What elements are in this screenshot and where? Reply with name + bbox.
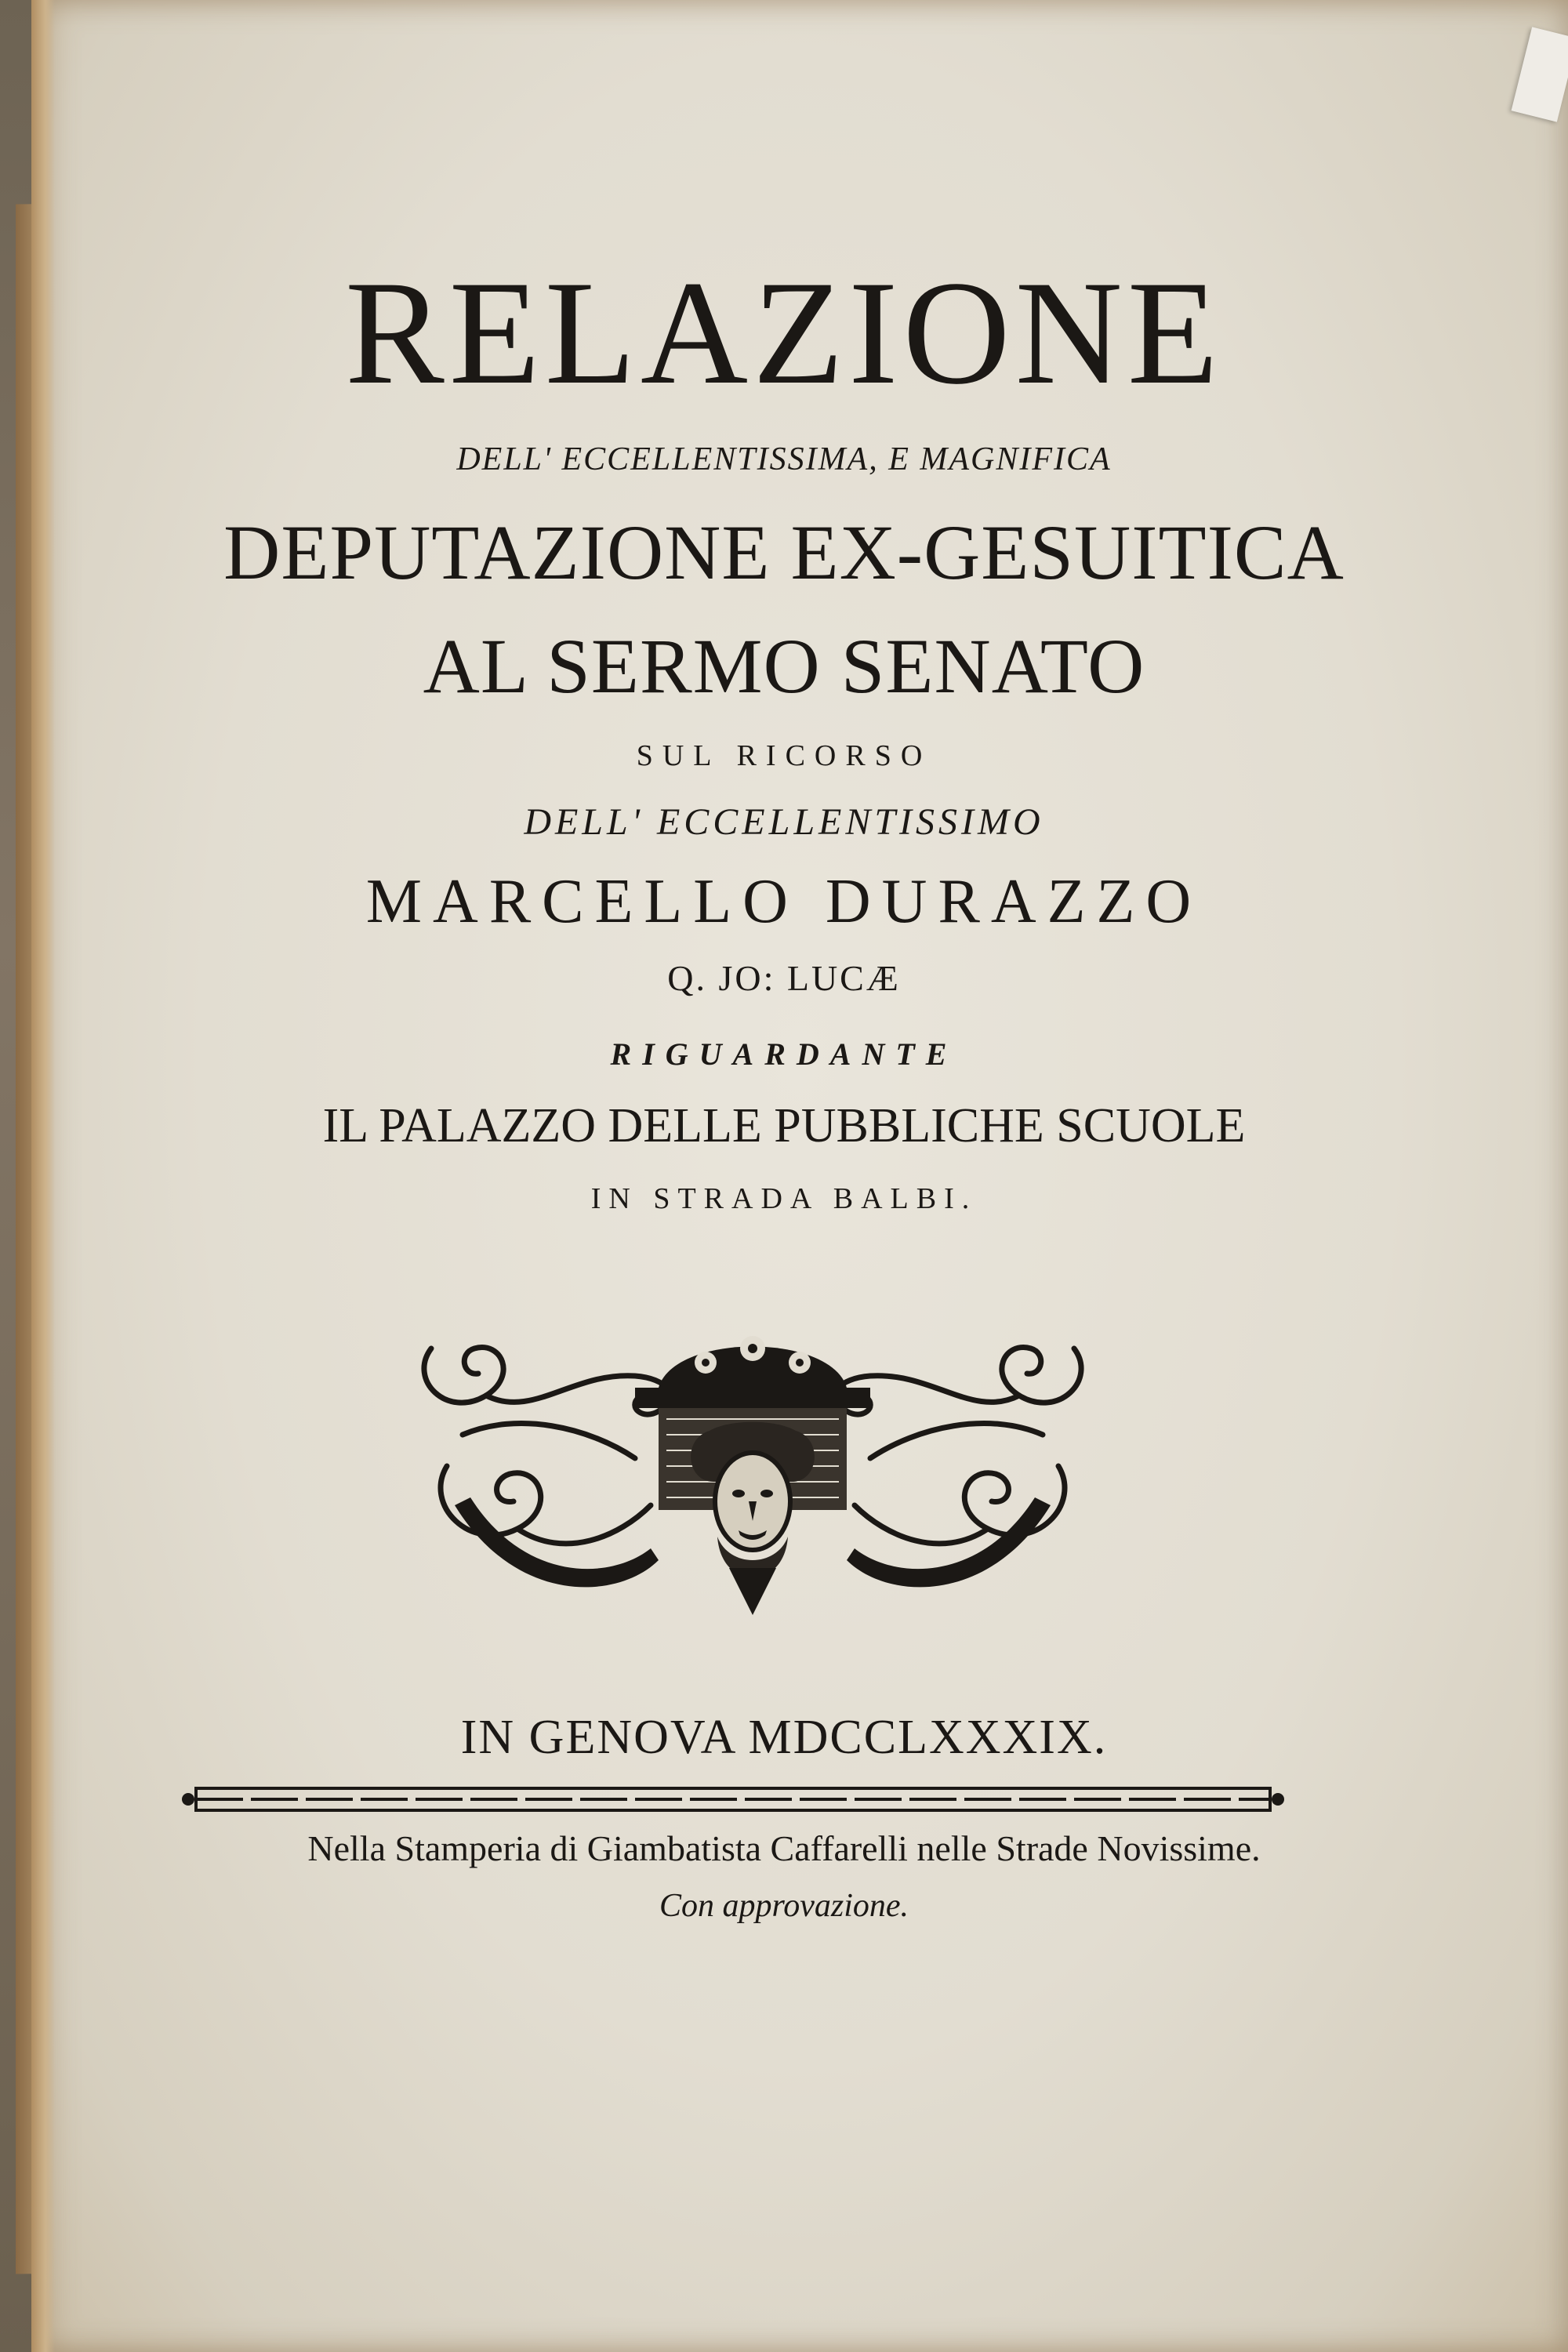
printer-line: Nella Stamperia di Giambatista Caffarelli nelle Strade Novissime.: [307, 1828, 1261, 1868]
baroque-scroll-mask-ornament-icon: [400, 1301, 1105, 1631]
person-name: MARCELLO DURAZZO: [365, 867, 1203, 936]
decorative-rule: [180, 1784, 1286, 1815]
regarding-line: RIGUARDANTE: [610, 1036, 958, 1072]
line-ricorso: SUL RICORSO: [636, 739, 932, 772]
subject-line: IL PALAZZO DELLE PUBBLICHE SCUOLE: [322, 1099, 1246, 1152]
heading-deputation: DEPUTAZIONE EX-GESUITICA: [223, 509, 1345, 596]
subtitle-eccellentissimo: DELL' ECCELLENTISSIMO: [524, 801, 1044, 843]
document-title: RELAZIONE: [345, 251, 1223, 416]
filiation-line: Q. JO: LUCÆ: [667, 958, 901, 998]
imprint-line: IN GENOVA MDCCLXXXIX.: [460, 1711, 1108, 1764]
approval-line: Con approvazione.: [659, 1888, 909, 1924]
heading-senate: AL SERMO SENATO: [423, 622, 1145, 710]
location-line: IN STRADA BALBI.: [590, 1182, 978, 1215]
subtitle-deputation-qualifier: DELL' ECCELLENTISSIMA, E MAGNIFICA: [456, 441, 1112, 477]
